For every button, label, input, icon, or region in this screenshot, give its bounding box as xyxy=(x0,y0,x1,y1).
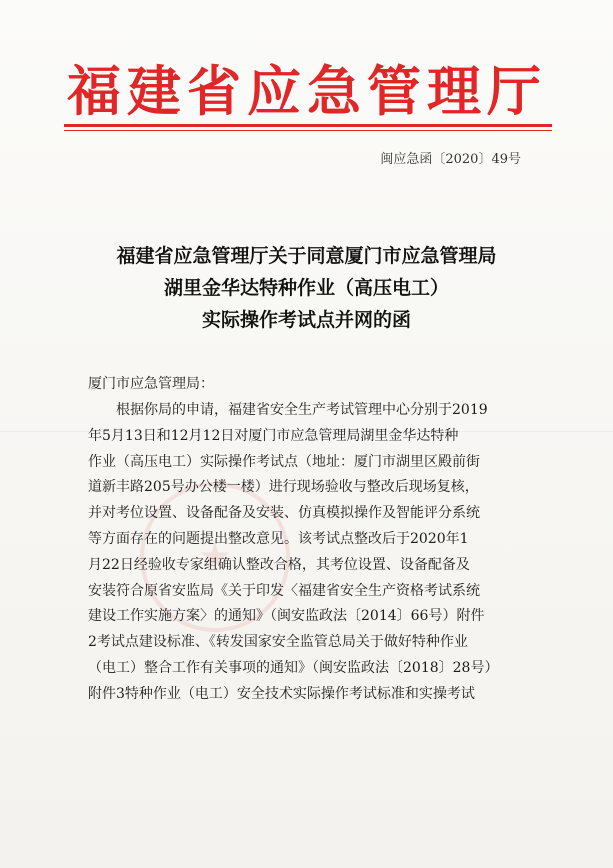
agency-letterhead: 福建省应急管理厅 xyxy=(67,59,547,123)
body-line: 道新丰路205号办公楼一楼）进行现场验收与整改后现场复核， xyxy=(88,479,479,496)
body-line: 附件3特种作业（电工）安全技术实际操作考试标准和实操考试 xyxy=(88,685,475,702)
body-line: （电工）整合工作有关事项的通知》（闽安监政法〔2018〕28号） xyxy=(88,659,499,676)
body-line: 年5月13日和12月12日对厦门市应急管理局湖里金华达特种 xyxy=(88,427,459,444)
body-line: 作业（高压电工）实际操作考试点（地址：厦门市湖里区殿前街 xyxy=(88,453,480,470)
letterhead-rule-thick xyxy=(64,124,552,127)
body-line: 建设工作实施方案〉的通知》（闽安监政法〔2014〕66号）附件 xyxy=(88,608,485,625)
title-line: 福建省应急管理厅关于同意厦门市应急管理局 xyxy=(116,245,497,267)
recipient-salutation: 厦门市应急管理局： xyxy=(88,376,214,392)
body-line: 等方面存在的问题提出整改意见。该考试点整改后于2020年1 xyxy=(88,530,469,547)
title-line: 湖里金华达特种作业（高压电工） xyxy=(163,277,449,299)
title-line: 实际操作考试点并网的函 xyxy=(201,309,411,331)
body-line: 安装符合原省安监局《关于印发〈福建省安全生产资格考试系统 xyxy=(88,582,480,599)
body-line: 根据你局的申请，福建省安全生产考试管理中心分别于2019 xyxy=(116,402,488,418)
body-line: 月22日经验收专家组确认整改合格，其考位设置、设备配备及 xyxy=(88,556,470,573)
body-line: 2考试点建设标准、《转发国家安全监管总局关于做好特种作业 xyxy=(88,634,468,651)
document-body xyxy=(88,398,528,708)
document-number: 闽应急函〔2020〕49号 xyxy=(380,152,521,167)
document-title xyxy=(60,240,553,336)
body-line: 并对考位设置、设备配备及安装、仿真模拟操作及智能评分系统 xyxy=(88,505,480,522)
letterhead-rule-thin xyxy=(64,130,552,131)
